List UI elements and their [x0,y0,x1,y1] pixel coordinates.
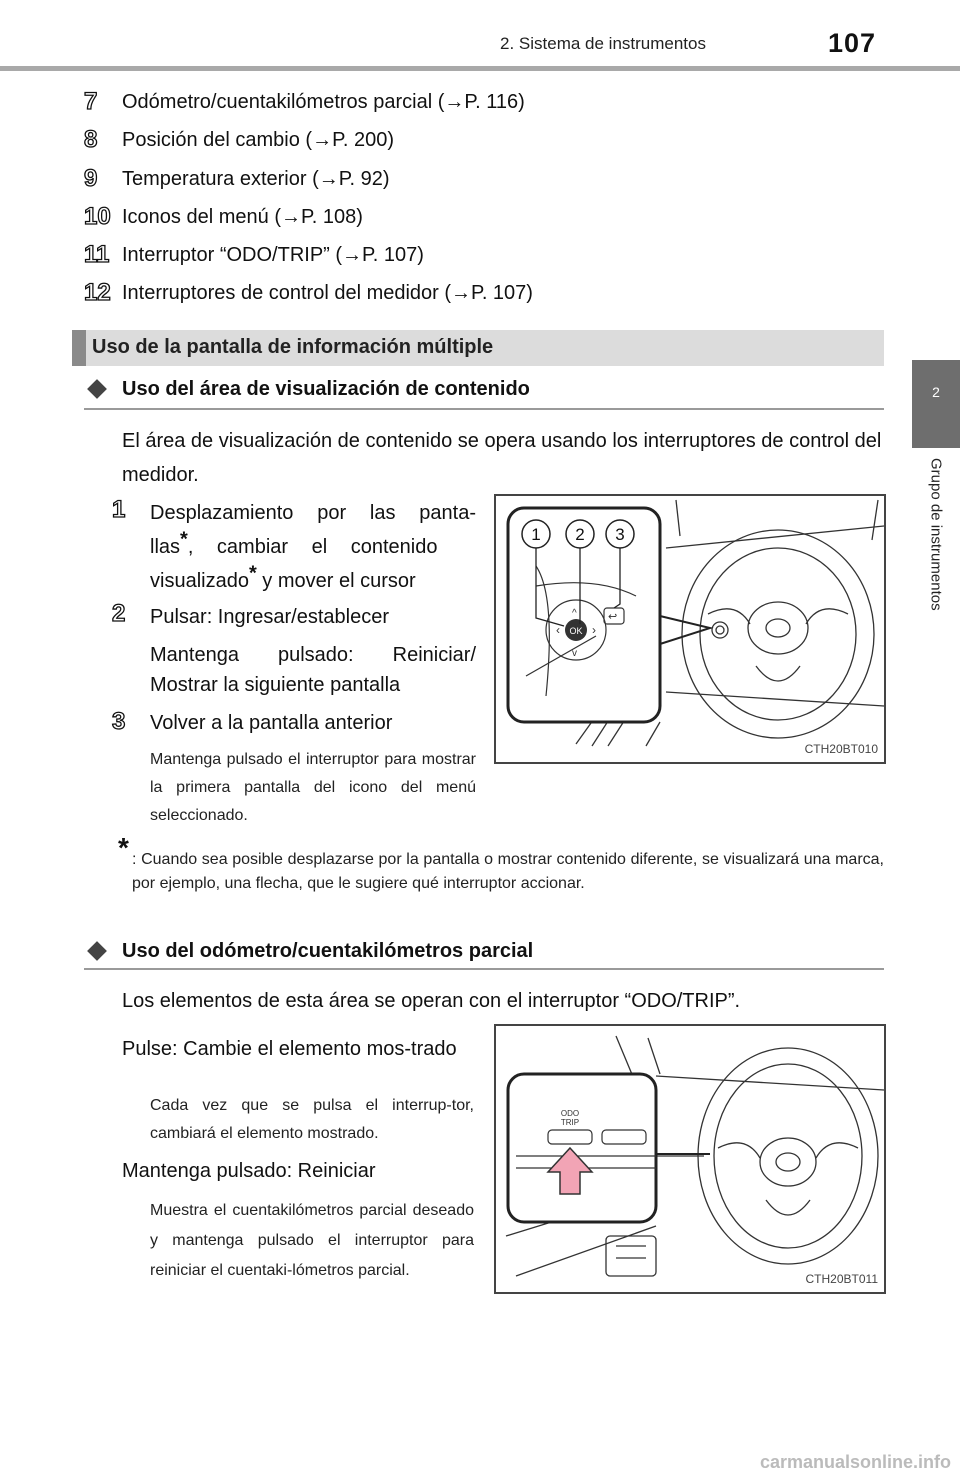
list-item-number: 12 [84,279,111,306]
subsection-rule [84,968,884,970]
item-text-line: Mostrar la siguiente pantalla [150,674,401,696]
item-note: Mantenga pulsado el interruptor para mostrar la primera pantalla del icono del menú seleccionado. [150,751,476,824]
subsection-title: Uso del odómetro/cuentakilómetros parcial [122,940,534,962]
svg-text:‹: ‹ [556,623,560,637]
chapter-tab-number: 2 [932,384,940,400]
figure-code: CTH20BT011 [805,1272,878,1286]
trip-label: TRIP [560,1118,580,1127]
diamond-bullet-icon [87,379,107,399]
list-item: Interruptor “ODO/TRIP” (→P. 107) [122,244,424,266]
watermark: carmanualsonline.info [760,1452,952,1472]
callout-number: 3 [615,525,625,544]
odo-trip-illustration [496,1026,884,1292]
steering-wheel-illustration [496,496,884,762]
action-hold: Mantenga pulsado: Reiniciar [122,1160,376,1182]
svg-text:↩: ↩ [608,611,618,623]
section-heading: Uso de la pantalla de información múltiple [92,336,494,358]
figure-steering-controls [494,494,886,764]
list-item-number: 10 [84,203,111,230]
list-item-number: 11 [84,241,110,268]
svg-text:^: ^ [572,608,577,619]
subsection-title: Uso del área de visualización de contenido [122,378,530,400]
page-number: 107 [828,28,877,58]
list-item-number: 8 [84,126,98,153]
list-item: Posición del cambio (→P. 200) [122,129,394,151]
item-number: 1 [112,496,126,523]
item-number: 3 [112,708,126,735]
ok-button-label: OK [569,626,583,636]
svg-text:›: › [592,623,596,637]
item-text-line: Pulsar: Ingresar/establecer [150,606,390,628]
item-text-line: visualizado* y mover el cursor [150,562,416,592]
footnote-star: * [118,832,129,863]
list-item-number: 7 [84,88,98,115]
item-text-line: Volver a la pantalla anterior [150,712,393,734]
footnote-text: : Cuando sea posible desplazarse por la pantalla o mostrar contenido diferente, se visualizará una marca, por ejemplo, una flecha, que le sugiere qué interruptor accionar. [132,851,884,892]
item-text-line: Mantenga pulsado: Reiniciar/ [150,644,476,666]
header-rule [0,66,960,71]
action-hold-note: Muestra el cuentakilómetros parcial deseado y mantenga pulsado el interruptor para reiniciar el cuentaki-lómetros parcial. [150,1202,474,1279]
figure-code: CTH20BT010 [804,742,878,756]
svg-text:v: v [572,648,577,659]
chapter-tab [912,360,960,448]
list-item: Temperatura exterior (→P. 92) [122,168,390,190]
item-text-line: Desplazamiento por las panta- [150,502,476,524]
diamond-bullet-icon [87,941,107,961]
chapter-tab-label [912,458,960,668]
callout-number: 2 [575,525,585,544]
action-pulse-note: Cada vez que se pulsa el interrup-tor, cambiará el elemento mostrado. [150,1097,474,1142]
callout-number: 1 [531,525,541,544]
figure-odo-trip-switch [494,1024,886,1294]
subsection-intro: El área de visualización de contenido se opera usando los interruptores de control del medidor. [122,430,882,486]
list-item: Odómetro/cuentakilómetros parcial (→P. 116) [122,91,525,113]
list-item: Interruptores de control del medidor (→P. 107) [122,282,533,304]
item-number: 2 [112,600,126,627]
chapter-tab-label-text: Grupo de instrumentos [927,458,945,611]
action-pulse: Pulse: Cambie el elemento mos-trado [122,1038,457,1060]
list-item: Iconos del menú (→P. 108) [122,206,363,228]
odo-label: ODO [560,1109,580,1118]
list-item-number: 9 [84,165,98,192]
subsection-rule [84,408,884,410]
running-header-title: 2. Sistema de instrumentos [500,34,706,53]
item-text-line: llas*, cambiar el contenido [150,528,438,558]
section-heading-accent [72,330,86,366]
subsection-intro: Los elementos de esta área se operan con el interruptor “ODO/TRIP”. [122,990,741,1012]
